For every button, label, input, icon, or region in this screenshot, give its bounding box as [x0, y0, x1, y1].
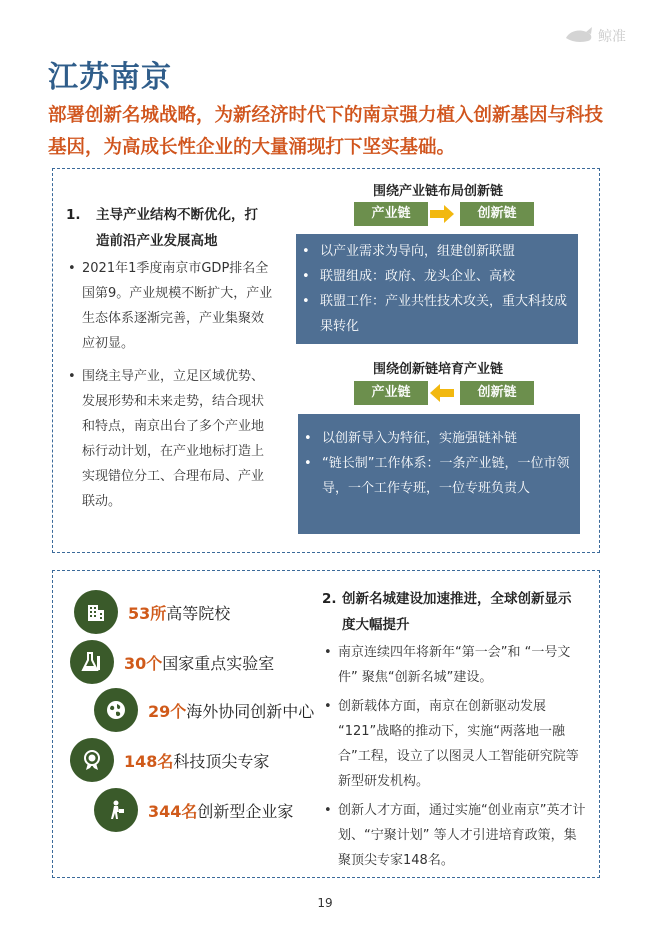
stat-label: 科技顶尖专家	[173, 751, 270, 771]
stat-item	[70, 640, 274, 684]
section2-heading-text: 创新名城建设加速推进，全球创新显示度大幅提升	[342, 591, 572, 633]
section1-number: 1.	[66, 207, 81, 223]
page-subtitle: 部署创新名城战略，为新经济时代下的南京强力植入创新基因与科技基因，为高成长性企业的大量涌现打下坚实基础。	[48, 105, 604, 158]
stat-label: 高等院校	[166, 603, 231, 623]
stat-number: 53所	[128, 603, 167, 623]
stat-label: 海外协同创新中心	[186, 701, 315, 721]
list-item: • 创新人才方面，通过实施“创业南京”英才计划、“宁聚计划” 等人才引进培育政策，集聚顶尖专家148名。	[322, 798, 588, 873]
stat-number: 148名	[124, 751, 174, 771]
section1-heading	[66, 202, 274, 254]
laboratory-flask-icon	[80, 650, 104, 674]
list-item: • 以创新导入为特征，实施强链补链	[298, 426, 580, 451]
list-item: • 围绕主导产业，立足区域优势、发展形势和未来走势，结合现状和特点，南京出台了多个产业地标行动计划，在产业地标打造上实现错位分工、合理布局、产业联动。	[66, 364, 274, 514]
section2-number: 2.	[322, 591, 337, 607]
list-item: • 以产业需求为导向，组建创新联盟	[296, 239, 578, 264]
section2-bullet-list	[322, 640, 588, 873]
page-title: 江苏南京	[48, 60, 172, 95]
flow2-panel	[298, 414, 580, 534]
brand-logo-text: 鲸准	[598, 29, 626, 45]
section1-left-column	[66, 202, 274, 514]
globe-icon	[104, 698, 128, 722]
list-item: • 2021年1季度南京市GDP排名全国第9。产业规模不断扩大，产业生态体系逐渐完善，产业集聚效应初显。	[66, 256, 274, 356]
stat-item	[74, 590, 230, 634]
flow2-right-tag: 创新链	[460, 381, 534, 405]
university-building-icon	[84, 600, 108, 624]
flow1-panel	[296, 234, 578, 344]
entrepreneur-icon	[104, 798, 128, 822]
list-item: • 联盟工作：产业共性技术攻关，重大科技成果转化	[296, 289, 578, 339]
section2-heading	[322, 586, 588, 638]
list-item: • 南京连续四年将新年“第一会”和 “一号文件” 聚焦“创新名城”建设。	[322, 640, 588, 690]
section2-right-column	[322, 586, 588, 873]
flow1-title: 围绕产业链布局创新链	[372, 184, 503, 199]
list-item: • “链长制”工作体系：一条产业链，一位市领导，一个工作专班，一位专班负责人	[298, 451, 580, 501]
stat-item	[94, 788, 293, 832]
arrow-right-icon	[428, 204, 456, 224]
whale-icon	[564, 26, 594, 46]
brand-logo	[564, 26, 626, 46]
flow2-left-tag: 产业链	[354, 381, 428, 405]
stat-item	[94, 688, 314, 732]
stat-label: 国家重点实验室	[162, 653, 275, 673]
stat-number: 30个	[124, 653, 163, 673]
stat-label: 创新型企业家	[197, 801, 294, 821]
list-item: • 创新载体方面，南京在创新驱动发展 “121”战略的推动下，实施“两落地一融合”工程，设立了以图灵人工智能研究院等新型研发机构。	[322, 694, 588, 794]
stat-number: 29个	[148, 701, 187, 721]
section1-heading-text: 主导产业结构不断优化，打造前沿产业发展高地	[96, 207, 258, 249]
page-number: 19	[317, 896, 333, 910]
flow1-from-tag: 产业链	[354, 202, 428, 226]
award-medal-icon	[80, 748, 104, 772]
flow1-to-tag: 创新链	[460, 202, 534, 226]
stat-number: 344名	[148, 801, 198, 821]
list-item: • 联盟组成：政府、龙头企业、高校	[296, 264, 578, 289]
arrow-left-icon	[428, 383, 456, 403]
section1-bullet-list	[66, 256, 274, 514]
flow2-title: 围绕创新链培育产业链	[372, 362, 503, 377]
stat-item	[70, 738, 269, 782]
